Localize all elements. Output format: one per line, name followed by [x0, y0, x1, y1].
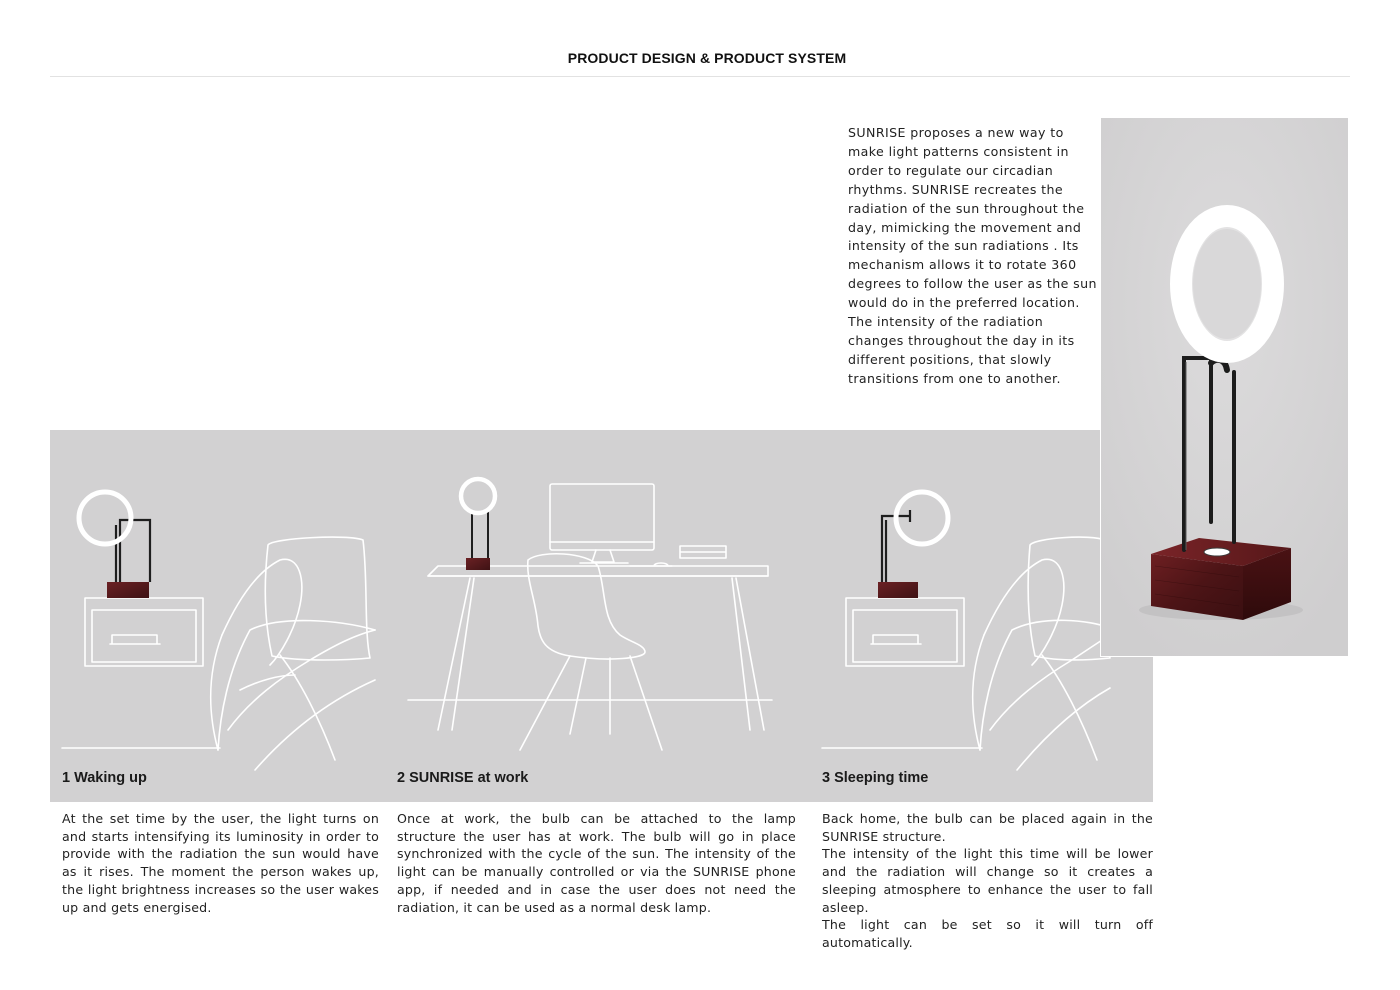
step-3-paragraph-3: The light can be set so it will turn off automatically.: [822, 917, 1153, 950]
scene-illustration-band: [50, 430, 1153, 802]
step-3-paragraph-1: Back home, the bulb can be placed again in the SUNRISE structure.: [822, 811, 1153, 844]
scene-at-work: [408, 484, 772, 750]
nightstand-illustration: [846, 598, 964, 666]
step-1-paragraph: At the set time by the user, the light turns on and starts intensifying its luminosity in order to provide with the radiation the sun would have as it rises. The moment the person wakes up, the light brightness increases so the user wakes up and gets energised.: [62, 811, 379, 915]
scene-illustrations: [50, 430, 1153, 802]
desk-illustration: [408, 566, 772, 730]
step-3-description: [822, 810, 1153, 952]
step-1-description: [62, 810, 379, 916]
scene-sleeping-time: [822, 537, 1110, 770]
nightstand-illustration: [85, 598, 203, 666]
monitor-illustration: [550, 484, 726, 566]
lamp-sleeping-time: [878, 492, 948, 598]
lamp-at-work: [461, 479, 495, 570]
intro-paragraph: SUNRISE proposes a new way to make light patterns consistent in order to regulate our circadian rhythms. SUNRISE recreates the radiation of the sun throughout the day, mimicking the movement and intensity of the sun radiations . Its mechanism allows it to rotate 360 degrees to follow the user as the sun would do in the preferred location. The intensity of the radiation changes throughout the day in its different positions, that slowly transitions from one to another.: [848, 125, 1097, 386]
step-2-paragraph: Once at work, the bulb can be attached to the lamp structure the user has at work. The bulb will go in place synchronized with the cycle of the sun. The intensity of the light can be manually controlled or via the SUNRISE phone app, if needed and in case the user does not need the radiation, it can be used as a normal desk lamp.: [397, 811, 796, 915]
step-2-title: 2 SUNRISE at work: [397, 770, 529, 786]
step-1-title: 1 Waking up: [62, 770, 147, 786]
ring-light: [1179, 214, 1275, 354]
step-3-title: 3 Sleeping time: [822, 770, 929, 786]
chair-illustration: [520, 554, 662, 750]
product-render: [1101, 118, 1348, 656]
step-3-paragraph-2: The intensity of the light this time will be lower and the radiation will change so it creates a sleeping atmosphere to enhance the user to fall asleep.: [822, 846, 1153, 915]
bed-illustration: [62, 537, 375, 770]
sunrise-lamp-render: [1101, 118, 1348, 656]
lamp-waking-up: [79, 492, 150, 598]
scene-waking-up: [62, 537, 375, 770]
title-divider: [50, 76, 1350, 77]
wooden-base: [1151, 538, 1291, 620]
bed-illustration: [822, 537, 1110, 770]
step-2-description: [397, 810, 796, 916]
page-title: PRODUCT DESIGN & PRODUCT SYSTEM: [567, 50, 847, 66]
